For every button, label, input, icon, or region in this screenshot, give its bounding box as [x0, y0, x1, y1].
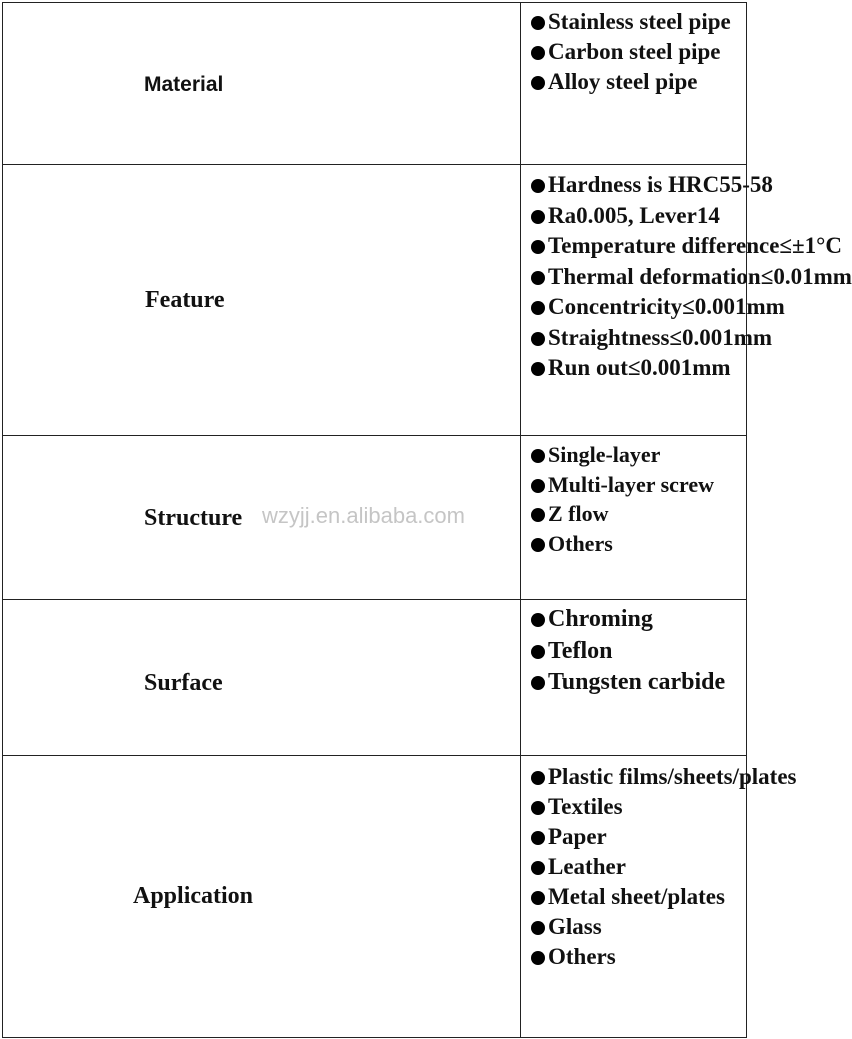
list-item: Chroming: [531, 604, 746, 636]
list-item: Leather: [531, 852, 746, 882]
feature-list: [521, 165, 852, 384]
structure-label: Structure: [144, 505, 243, 531]
bullet-icon: [531, 240, 545, 254]
list-item: Alloy steel pipe: [531, 67, 746, 97]
bullet-icon: [531, 921, 545, 935]
application-label: Application: [133, 883, 254, 909]
bullet-icon: [531, 508, 545, 522]
application-list: [521, 756, 797, 972]
row-label: [3, 600, 521, 756]
row-values: [521, 756, 797, 1038]
bullet-icon: [531, 301, 545, 315]
bullet-icon: [531, 831, 545, 845]
row-values: [521, 436, 747, 600]
bullet-icon: [531, 271, 545, 285]
bullet-icon: [531, 951, 545, 965]
row-label: [3, 3, 521, 165]
bullet-icon: [531, 676, 545, 690]
list-item: Stainless steel pipe: [531, 7, 746, 37]
bullet-icon: [531, 891, 545, 905]
surface-list: [521, 600, 746, 699]
list-item: Ra0.005, Lever14: [531, 201, 746, 232]
surface-label: Surface: [144, 670, 223, 696]
bullet-icon: [531, 801, 545, 815]
list-item: Run out≤0.001mm: [531, 353, 746, 384]
row-feature: [3, 165, 747, 436]
row-structure: [3, 436, 747, 600]
list-item: Teflon: [531, 636, 746, 668]
row-values: [521, 600, 747, 756]
bullet-icon: [531, 362, 545, 376]
row-label: [3, 436, 521, 600]
list-item: Single-layer: [531, 440, 746, 470]
bullet-icon: [531, 449, 545, 463]
row-surface: [3, 600, 747, 756]
list-item: Z flow: [531, 499, 746, 529]
row-values: [521, 165, 852, 436]
list-item: Concentricity≤0.001mm: [531, 292, 746, 323]
list-item: Glass: [531, 912, 746, 942]
list-item: Textiles: [531, 792, 746, 822]
list-item: Metal sheet/plates: [531, 882, 746, 912]
row-label: [3, 756, 521, 1038]
list-item: Tungsten carbide: [531, 667, 746, 699]
list-item: Paper: [531, 822, 746, 852]
bullet-icon: [531, 479, 545, 493]
list-item: Temperature difference≤±1°C: [531, 231, 746, 262]
bullet-icon: [531, 538, 545, 552]
list-item: Carbon steel pipe: [531, 37, 746, 67]
list-item: Straightness≤0.001mm: [531, 323, 746, 354]
list-item: Others: [531, 942, 746, 972]
bullet-icon: [531, 179, 545, 193]
watermark: wzyjj.en.alibaba.com: [262, 503, 465, 528]
list-item: Plastic films/sheets/plates: [531, 762, 746, 792]
row-material: [3, 3, 747, 165]
structure-list: [521, 436, 746, 558]
list-item: Thermal deformation≤0.01mm: [531, 262, 746, 293]
spec-table: [2, 2, 852, 1038]
list-item: Others: [531, 529, 746, 559]
bullet-icon: [531, 46, 545, 60]
row-values: [521, 3, 747, 165]
bullet-icon: [531, 861, 545, 875]
bullet-icon: [531, 645, 545, 659]
material-list: [521, 3, 746, 97]
bullet-icon: [531, 210, 545, 224]
bullet-icon: [531, 16, 545, 30]
material-label: Material: [144, 72, 224, 96]
feature-label: Feature: [145, 286, 225, 313]
bullet-icon: [531, 76, 545, 90]
row-label: [3, 165, 521, 436]
bullet-icon: [531, 771, 545, 785]
list-item: Multi-layer screw: [531, 470, 746, 500]
bullet-icon: [531, 613, 545, 627]
row-application: [3, 756, 747, 1038]
list-item: Hardness is HRC55-58: [531, 170, 746, 201]
bullet-icon: [531, 332, 545, 346]
